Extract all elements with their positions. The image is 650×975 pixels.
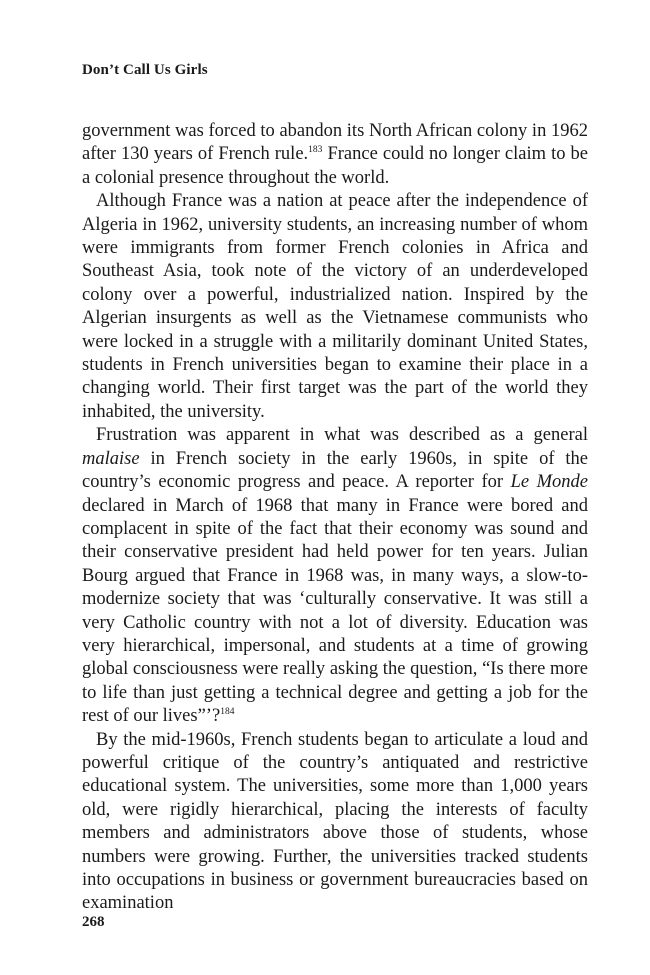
page-number: 268 — [82, 914, 105, 930]
body-text — [82, 120, 588, 916]
text-run: declared in March of 1968 that many in France were bored and complacent in spite of the fact that their economy was sound and their conservative president had held power for ten years. Julian Bourg argued that France in 1968 was, in many ways, a slow-to-modernize society that was ‘culturally conservative. It was still a very Catholic country with not a lot of diversity. Education was very hierarchical, impersonal, and students at a time of growing global consciousness were really asking the question, “Is there more to life than just getting a technical degree and getting a job for the rest of our lives”’? — [82, 495, 588, 727]
italic-text: Le Monde — [510, 472, 589, 493]
footnote-marker: 184 — [220, 707, 235, 718]
text-run: in French society in the early 1960s, in spite of the country’s economic progress and peace. A reporter for — [82, 448, 588, 493]
text-run: Frustration was apparent in what was described as a general — [96, 425, 588, 446]
italic-text: malaise — [82, 448, 140, 469]
text-run: By the mid-1960s, French students began to articulate a loud and powerful critique of the country’s antiquated and restrictive educational system. The universities, some more than 1,000 years old, were rigidly hierarchical, placing the interests of faculty members and administrators above those of students, whose numbers were growing. Further, the universities tracked students into occupations in business or government bureaucracies based on examination — [82, 729, 588, 914]
footnote-marker: 183 — [308, 145, 323, 156]
text-run: government was forced to abandon its North African colony in 1962 after 130 years of French rule. — [82, 121, 588, 165]
paragraph — [82, 729, 588, 916]
paragraph — [82, 120, 588, 190]
paragraph — [82, 424, 588, 728]
text-run: Although France was a nation at peace after the independence of Algeria in 1962, university students, an increasing number of whom were immigrants from former French colonies in Africa and Southeast Asia, took note of the victory of an underdeveloped colony over a powerful, industrialized nation. Inspired by the Algerian insurgents as well as the Vietnamese communists who were locked in a struggle with a militarily dominant United States, students in French universities began to examine their place in a changing world. Their first target was the part of the world they inhabited, the university. — [82, 191, 588, 422]
paragraph — [82, 190, 588, 424]
running-head: Don’t Call Us Girls — [82, 62, 208, 78]
text-run: France could no longer claim to be a colonial presence throughout the world. — [82, 144, 588, 188]
